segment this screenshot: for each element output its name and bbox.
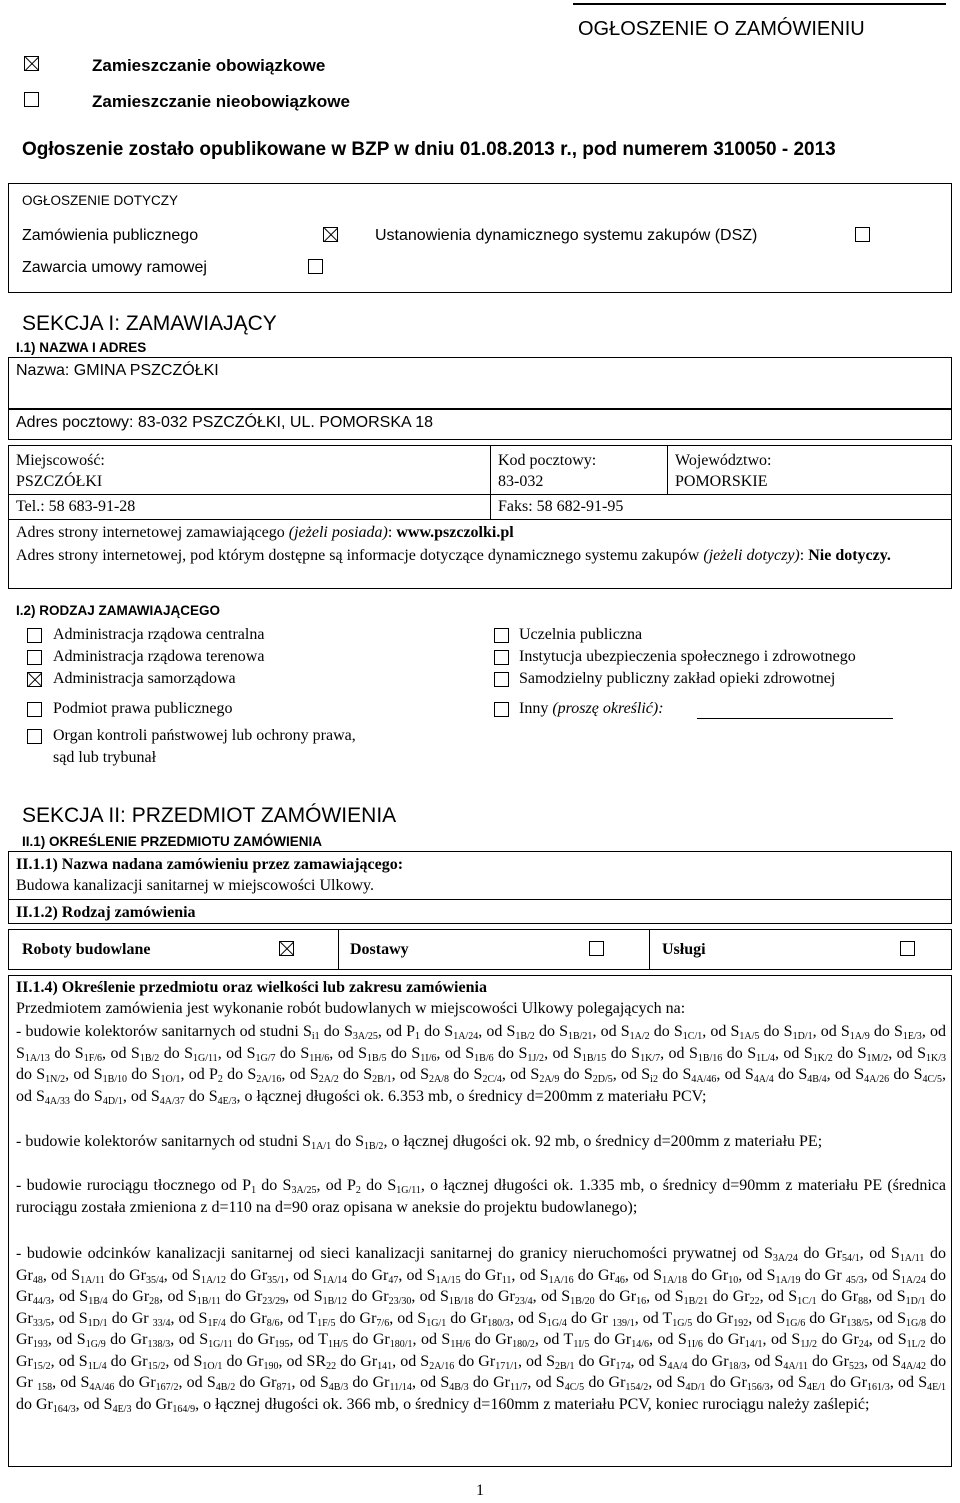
section2-sub1: II.1) OKREŚLENIE PRZEDMIOTU ZAMÓWIENIA — [22, 834, 323, 849]
section1-sub2: I.2) RODZAJ ZAMAWIAJĄCEGO — [16, 603, 221, 618]
concerns-framework-checkbox[interactable] — [308, 259, 323, 274]
scope-intro: Przedmiotem zamówienia jest wykonanie robót budowlanych w miejscowości Ulkowy polegających na: — [16, 1000, 686, 1017]
divider — [8, 519, 952, 520]
divider — [490, 445, 491, 519]
voivodeship-label: Województwo: — [675, 452, 772, 469]
concerns-public-checkbox[interactable] — [323, 227, 338, 242]
type-label: Samodzielny publiczny zakład opieki zdrowotnej — [519, 670, 836, 687]
mandatory-label: Zamieszczanie obowiązkowe — [92, 56, 326, 75]
concerns-dsz-checkbox[interactable] — [855, 227, 870, 242]
city-label: Miejscowość: — [16, 452, 105, 469]
type-other-label: Inny — [519, 700, 553, 717]
website-note: (jeżeli posiada) — [288, 524, 388, 541]
postal-label: Kod pocztowy: — [498, 452, 597, 469]
type-checkbox[interactable] — [27, 702, 42, 717]
phone: Tel.: 58 683-91-28 — [16, 498, 136, 515]
order-name-value: Budowa kanalizacji sanitarnej w miejscowości Ulkowy. — [16, 877, 374, 894]
type-checkbox[interactable] — [494, 650, 509, 665]
kind-supplies-checkbox[interactable] — [589, 941, 604, 956]
dsz-prefix: Adres strony internetowej, pod którym dostępne są informacje dotyczące dynamicznego systemu zakupów — [16, 547, 704, 564]
divider — [8, 899, 952, 900]
address-field: Adres pocztowy: 83-032 PSZCZÓŁKI, UL. POMORSKA 18 — [16, 414, 434, 431]
type-label: Uczelnia publiczna — [519, 626, 643, 643]
type-label: Organ kontroli państwowej lub ochrony prawa, — [53, 727, 356, 744]
type-label-cont: sąd lub trybunał — [53, 749, 157, 766]
kind-works-label: Roboty budowlane — [22, 941, 151, 958]
type-checkbox[interactable] — [494, 702, 509, 717]
section1-title: SEKCJA I: ZAMAWIAJĄCY — [22, 312, 277, 335]
dsz-website-line — [16, 545, 941, 566]
voivodeship-value: POMORSKIE — [675, 473, 768, 490]
type-label: Instytucja ubezpieczenia społecznego i zdrowotnego — [519, 648, 856, 665]
top-rule — [573, 3, 946, 5]
section2-title: SEKCJA II: PRZEDMIOT ZAMÓWIENIA — [22, 804, 397, 827]
type-checkbox[interactable] — [494, 672, 509, 687]
optional-checkbox[interactable] — [24, 92, 39, 107]
kind-services-label: Usługi — [662, 941, 706, 958]
concerns-dsz-label: Ustanowienia dynamicznego systemu zakupów (DSZ) — [375, 227, 758, 244]
divider — [8, 494, 952, 495]
scope-item-2: - budowie kolektorów sanitarnych od studni $S_{1A/1}$ do $S_{1B/2}$, o łącznej długości ok. 92 mb, o średnicy d=200mm z materiału PE; — [16, 1133, 823, 1152]
dsz-value: Nie dotyczy. — [808, 547, 891, 564]
concerns-framework-label: Zawarcia umowy ramowej — [22, 259, 207, 276]
page-number: 1 — [476, 1482, 484, 1499]
published-info: Ogłoszenie zostało opublikowane w BZP w dniu 01.08.2013 r., pod numerem 310050 - 2013 — [22, 139, 836, 160]
type-checkbox[interactable] — [27, 729, 42, 744]
scope-label: II.1.4) Określenie przedmiotu oraz wielkości lub zakresu zamówienia — [16, 979, 487, 996]
kind-services-checkbox[interactable] — [900, 941, 915, 956]
type-checkbox[interactable] — [494, 628, 509, 643]
website-line — [16, 524, 514, 542]
type-other-note: (proszę określić): — [552, 700, 664, 717]
fax: Faks: 58 682-91-95 — [498, 498, 624, 515]
website-sep: : — [387, 524, 397, 541]
type-label: Podmiot prawa publicznego — [53, 700, 233, 717]
type-checkbox[interactable] — [27, 672, 42, 687]
contact-box — [8, 445, 952, 589]
kind-supplies-label: Dostawy — [350, 941, 409, 958]
postal-value: 83-032 — [498, 473, 544, 490]
divider — [338, 929, 339, 970]
city-value: PSZCZÓŁKI — [16, 473, 103, 490]
name-field: Nazwa: GMINA PSZCZÓŁKI — [16, 362, 219, 379]
scope-item-1: - budowie kolektorów sanitarnych od studni $S_{i1}$ do $S_{3A/25}$, od $P_1$ do $S_{1A/24}$, od $S_{1B/2}$ do $S_{1B/21}$, od $S_{1A/2}$ do $S_{1C/1}$, od $S_{1A/5}$ do $S_{1D/1}$, od $S_{1A/9}$ do $S_{1E/3}$, od $S_{1A/13}$ do $S_{1F/6}$, od $S_{1B/2}$ do $S_{1G/11}$, od $S_{1G/7}$ do $S_{1H/6}$, od $S_{1B/5}$ do $S_{1I/6}$, od $S_{1B/6}$ do $S_{1J/2}$, od $S_{1B/15}$ do $S_{1K/7}$, od $S_{1B/16}$ do $S_{1L/4}$, od $S_{1K/2}$ do $S_{1M/2}$, od $S_{1K/3}$ do $S_{1N/2}$, od $S_{1B/10}$ do $S_{1O/1}$, od $P_2$ do $S_{2A/16}$, od $S_{2A/2}$ do $S_{2B/1}$, od $S_{2A/8}$ do $S_{2C/4}$, od $S_{2A/9}$ do $S_{2D/5}$, od $S_{i2}$ do $S_{4A/46}$, od $S_{4A/4}$ do $S_{4B/4}$, od $S_{4A/26}$ do $S_{4C/5}$, od $S_{4A/33}$ do $S_{4D/1}$, od $S_{4A/37}$ do $S_{4E/3}$, o łącznej długości ok. 6.353 mb, o średnicy d=200mm z materiału PCV; — [16, 1023, 946, 1107]
type-label: Administracja rządowa centralna — [53, 626, 265, 643]
type-other — [519, 700, 664, 718]
concerns-public-label: Zamówienia publicznego — [22, 227, 199, 244]
order-name-label: II.1.1) Nazwa nadana zamówieniu przez zamawiającego: — [16, 856, 404, 873]
optional-label: Zamieszczanie nieobowiązkowe — [92, 92, 350, 111]
section1-sub1: I.1) NAZWA I ADRES — [16, 340, 147, 355]
scope-item-4: - budowie odcinków kanalizacji sanitarnej od sieci kanalizacji sanitarnej do granicy nieruchomości prywatnej od $S_{3A/24}$ do $Gr_{54/1}$, od $S_{1A/11}$ do $Gr_{48}$, od $S_{1A/11}$ do $Gr_{35/4}$, od $S_{1A/12}$ do $Gr_{35/1}$, od $S_{1A/14}$ do $Gr_{47}$, od $S_{1A/15}$ do $Gr_{11}$, od $S_{1A/16}$ do $Gr_{46}$, od $S_{1A/18}$ do $Gr_{10}$, od $S_{1A/19}$ do Gr $_{45/3}$, od $S_{1A/24}$ do $Gr_{44/3}$, od $S_{1B/4}$ do $Gr_{28}$, od $S_{1B/11}$ do $Gr_{23/29}$, od $S_{1B/12}$ do $Gr_{23/30}$, od $S_{1B/18}$ do $Gr_{23/4}$, od $S_{1B/20}$ do $Gr_{16}$, od $S_{1B/21}$ do $Gr_{22}$, od $S_{1C/1}$ do $Gr_{88}$, od $S_{1D/1}$ do $Gr_{33/5}$, od $S_{1D/1}$ do Gr $_{33/4}$, od $S_{1F/4}$ do $Gr_{8/6}$, od $T_{1F/5}$ do $Gr_{7/6}$, od $S_{1G/1}$ do $Gr_{180/3}$, od $S_{1G/4}$ do Gr $_{139/1}$, od $T_{1G/5}$ do $Gr_{192}$, od $S_{1G/6}$ do $Gr_{138/5}$, od $S_{1G/8}$ do $Gr_{193}$, od $S_{1G/9}$ do $Gr_{138/3}$, od $S_{1G/11}$ do $Gr_{195}$, od $T_{1H/5}$ do $Gr_{180/1}$, od $S_{1H/6}$ do $Gr_{180/2}$, od $T_{1I/5}$ do $Gr_{14/6}$, od $S_{1I/6}$ do $Gr_{14/1}$, od $S_{1J/2}$ do $Gr_{24}$, od $S_{1L/2}$ do $Gr_{15/2}$, od $S_{1L/4}$ do $Gr_{15/2}$, od $S_{1O/1}$ do $Gr_{190}$, od $SR_{22}$ do $Gr_{141}$, od $S_{2A/16}$ do $Gr_{171/1}$, od $S_{2B/1}$ do $Gr_{174}$, od $S_{4A/4}$ do $Gr_{18/3}$, od $S_{4A/11}$ do $Gr_{523}$, od $S_{4A/42}$ do Gr $_{158}$, od $S_{4A/46}$ do $Gr_{167/2}$, od $S_{4B/2}$ do $Gr_{871}$, od $S_{4B/3}$ do $Gr_{11/14}$, od $S_{4B/3}$ do $Gr_{11/7}$, od $S_{4C/5}$ do $Gr_{154/2}$, od $S_{4D/1}$ do $Gr_{156/3}$, od $S_{4E/1}$ do $Gr_{161/3}$, od $S_{4E/1}$ do $Gr_{164/3}$, od $S_{4E/3}$ do $Gr_{164/9}$, o łącznej długości ok. 366 mb, o średnicy d=160mm z materiału PCV, koniec rurociągu należy zaślepić; — [16, 1245, 947, 1415]
type-checkbox[interactable] — [27, 650, 42, 665]
type-label: Administracja rządowa terenowa — [53, 648, 265, 665]
other-input-line[interactable] — [697, 718, 893, 719]
doc-title: OGŁOSZENIE O ZAMÓWIENIU — [578, 18, 865, 40]
divider — [667, 445, 668, 495]
mandatory-checkbox[interactable] — [24, 56, 39, 71]
divider — [649, 929, 650, 970]
scope-item-3: - budowie rurociągu tłocznego od $P_1$ do $S_{3A/25}$, od $P_2$ do $S_{1G/11}$, o łącznej długości ok. 1.335 mb, o średnicy d=90mm z materiału PE (średnica rurociągu została zmieniona z d=110 na d=90 oraz opisana w aneksie do projektu budowlanego); — [16, 1177, 946, 1216]
dsz-sep: : — [799, 547, 809, 564]
concerns-heading: OGŁOSZENIE DOTYCZY — [22, 193, 179, 208]
website-prefix: Adres strony internetowej zamawiającego — [16, 524, 289, 541]
dsz-note: (jeżeli dotyczy) — [703, 547, 800, 564]
kind-works-checkbox[interactable] — [279, 941, 294, 956]
type-label: Administracja samorządowa — [53, 670, 236, 687]
website-link[interactable]: www.pszczolki.pl — [396, 524, 514, 541]
type-checkbox[interactable] — [27, 628, 42, 643]
order-kind-label: II.1.2) Rodzaj zamówienia — [16, 904, 196, 921]
